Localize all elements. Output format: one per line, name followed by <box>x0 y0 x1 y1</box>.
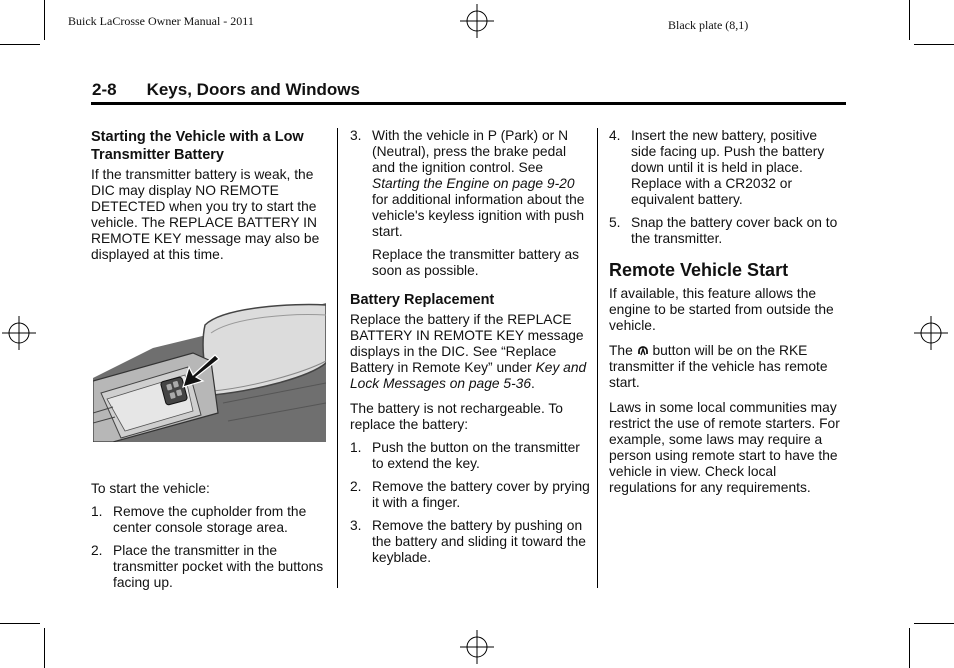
paragraph-text: . <box>531 376 535 391</box>
registration-mark-icon <box>460 4 494 38</box>
list-item <box>91 504 329 536</box>
paragraph-text: button will be on the RKE transmitter if the vehicle has remote start. <box>609 343 828 390</box>
manual-title: Buick LaCrosse Owner Manual - 2011 <box>68 14 254 28</box>
crop-mark <box>914 623 954 624</box>
remote-paragraph <box>609 343 845 391</box>
crop-mark <box>909 628 910 668</box>
list-number: 1. <box>350 440 362 455</box>
list-item <box>350 479 590 511</box>
list-text: Snap the battery cover back on to the transmitter. <box>631 215 838 246</box>
column-1-lower <box>91 481 329 598</box>
registration-mark-icon <box>460 630 494 664</box>
registration-mark-icon <box>2 316 36 350</box>
crop-mark <box>0 623 40 624</box>
paragraph-text: Replace the battery if the REPLACE BATTERY IN REMOTE KEY message displays in the DIC. See “Replace Battery in Remote Key” under <box>350 312 584 375</box>
low-battery-intro: If the transmitter battery is weak, the DIC may display NO REMOTE DETECTED when you try to start the vehicle. The REPLACE BATTERY IN REMOTE KEY message may also be displayed at this time. <box>91 167 320 262</box>
list-number: 5. <box>609 215 621 230</box>
crop-mark <box>0 44 40 45</box>
page-reference-link[interactable]: Key and Lock Messages on page 5-36 <box>350 360 587 391</box>
section-name: Keys, Doors and Windows <box>146 80 360 99</box>
header-rule <box>91 102 846 105</box>
list-item <box>350 440 590 472</box>
list-text: Insert the new battery, positive side facing up. Push the battery down until it is held in place. Replace with a CR2032 or equivalent battery. <box>631 128 825 207</box>
column-divider <box>597 128 598 588</box>
registration-mark-icon <box>914 316 948 350</box>
list-text: Remove the battery by pushing on the battery and sliding it toward the keyblade. <box>372 518 586 565</box>
battery-replacement-heading: Battery Replacement <box>350 292 495 308</box>
column-divider <box>337 128 338 588</box>
console-illustration <box>93 303 326 442</box>
crop-mark <box>44 0 45 40</box>
step-text: With the vehicle in P (Park) or N (Neutral), press the brake pedal and the ignition control. See <box>372 128 569 175</box>
crop-mark <box>44 628 45 668</box>
section-number: 2-8 <box>92 80 117 99</box>
list-number: 3. <box>350 518 362 533</box>
remote-paragraph: If available, this feature allows the engine to be started from outside the vehicle. <box>609 286 834 333</box>
list-number: 2. <box>91 543 103 558</box>
crop-mark <box>914 44 954 45</box>
remote-paragraph: Laws in some local communities may restrict the use of remote starters. For example, some laws may require a person using remote start to have the vehicle in view. Check local regulations for any requirements. <box>609 400 840 495</box>
remote-start-icon <box>637 343 649 357</box>
battery-paragraph <box>350 312 590 392</box>
column-3 <box>609 128 845 503</box>
step-note: Replace the transmitter battery as soon as possible. <box>372 247 580 278</box>
list-item <box>91 543 329 591</box>
list-text: Remove the battery cover by prying it with a finger. <box>372 479 590 510</box>
column-1 <box>91 128 329 270</box>
console-transmitter-pocket-image <box>93 303 326 442</box>
step-text: for additional information about the vehicle's keyless ignition with push start. <box>372 192 585 239</box>
page-reference-link[interactable]: Starting the Engine on page 9-20 <box>372 176 575 191</box>
list-text: Push the button on the transmitter to extend the key. <box>372 440 580 471</box>
to-start-label: To start the vehicle: <box>91 481 210 496</box>
battery-paragraph: The battery is not rechargeable. To replace the battery: <box>350 401 563 432</box>
list-item <box>609 128 845 208</box>
list-number: 1. <box>91 504 103 519</box>
list-item <box>350 128 590 240</box>
plate-label: Black plate (8,1) <box>668 18 749 32</box>
low-battery-heading: Starting the Vehicle with a Low Transmitter Battery <box>91 129 304 163</box>
list-number: 3. <box>350 128 362 143</box>
list-text <box>372 128 590 240</box>
list-number: 2. <box>350 479 362 494</box>
paragraph-text: The <box>609 343 637 358</box>
list-text: Place the transmitter in the transmitter pocket with the buttons facing up. <box>113 543 324 590</box>
remote-start-heading: Remote Vehicle Start <box>609 260 789 280</box>
column-2 <box>350 128 590 573</box>
list-item <box>350 518 590 566</box>
list-item <box>609 215 845 247</box>
list-text: Remove the cupholder from the center console storage area. <box>113 504 307 535</box>
section-title <box>92 80 360 100</box>
list-number: 4. <box>609 128 621 143</box>
crop-mark <box>909 0 910 40</box>
